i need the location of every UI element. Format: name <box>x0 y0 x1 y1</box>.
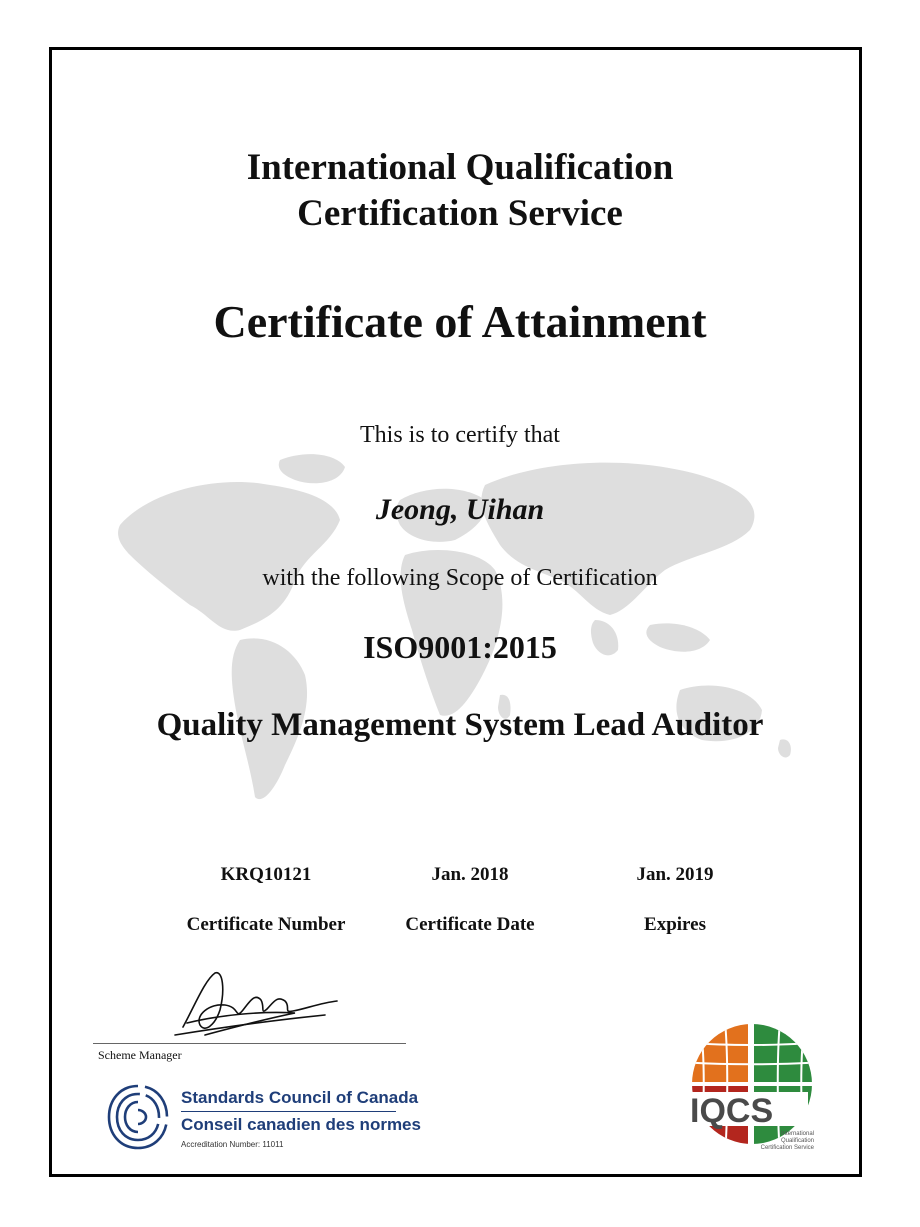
signature-title: Scheme Manager <box>98 1048 182 1062</box>
expires-label: Expires <box>644 914 706 935</box>
iqcs-tagline-line-2: Certification Service <box>760 1145 814 1151</box>
scc-emblem-icon <box>105 1082 171 1152</box>
iqcs-tagline-line-1: International Qualification <box>780 1131 814 1144</box>
certificate-title: Certificate of Attainment <box>213 296 707 347</box>
certificate-date-value: Jan. 2018 <box>431 864 509 885</box>
certificate-number-label: Certificate Number <box>186 914 346 935</box>
signature-line <box>93 1043 406 1044</box>
certify-text: This is to certify that <box>360 422 560 448</box>
issuing-organization <box>0 145 920 237</box>
recipient-name: Jeong, Uihan <box>375 493 545 526</box>
certificate-date-label: Certificate Date <box>405 914 535 935</box>
scc-name-french: Conseil canadien des normes <box>181 1115 421 1134</box>
accreditation-number: Accreditation Number: 11011 <box>181 1140 284 1149</box>
certification-standard: ISO9001:2015 <box>363 629 557 665</box>
certificate-number-value: KRQ10121 <box>220 864 312 885</box>
iqcs-acronym: IQCS <box>690 1092 774 1130</box>
world-map-watermark <box>90 405 810 825</box>
iqcs-tagline <box>748 1131 814 1152</box>
accreditation-block <box>105 1082 421 1157</box>
organization-line-1: International Qualification <box>246 147 674 188</box>
certification-role: Quality Management System Lead Auditor <box>156 707 764 743</box>
signature <box>165 965 350 1047</box>
organization-line-2: Certification Service <box>297 193 623 234</box>
scope-intro: with the following Scope of Certification <box>262 565 658 591</box>
scc-name-english: Standards Council of Canada <box>181 1088 419 1107</box>
scc-divider <box>181 1111 396 1112</box>
expires-value: Jan. 2019 <box>636 864 714 885</box>
